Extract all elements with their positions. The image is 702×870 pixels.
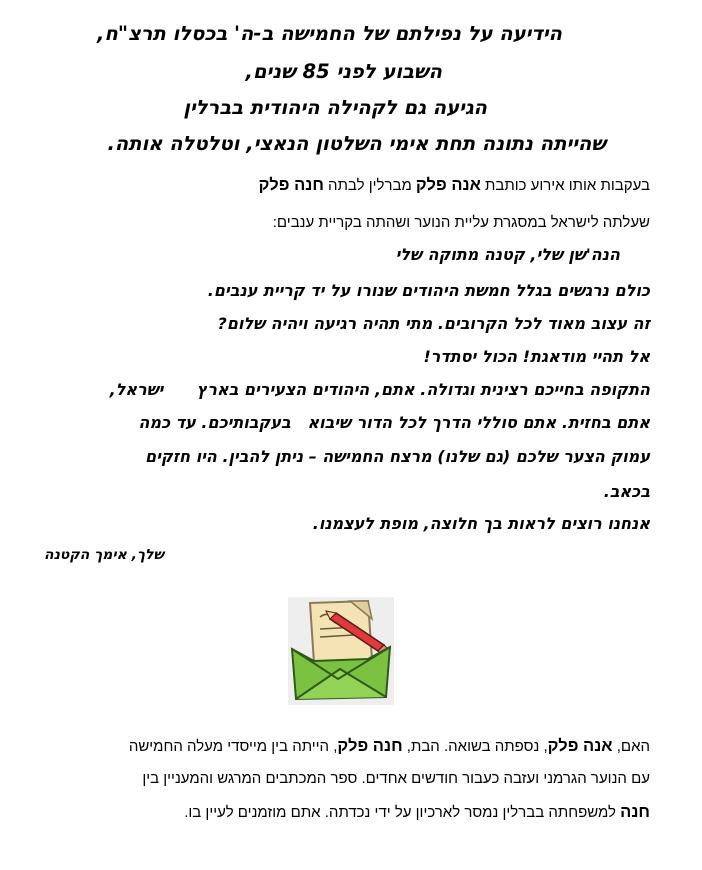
heading-line-3: הגיעה גם לקהילה היהודית בברלין xyxy=(183,96,487,119)
mother-name: אנה פלק xyxy=(415,176,481,194)
letter-line: זה עצוב מאוד לכל הקרובים. מתי תהיה רגיעה ויהיה שלום? xyxy=(217,314,650,333)
footer-line-2: עם הנוער הגרמני ועזבה כעבור חודשים אחדים. ספר המכתבים המרגש והמעניין בין xyxy=(142,770,650,787)
letter-envelope-icon xyxy=(288,597,394,705)
footer-text: , הייתה בין מייסדי מעלה החמישה xyxy=(128,738,338,755)
footer-text: למשפחתה בברלין נמסר לארכיון על ידי נכדתה. אתם מוזמנים לעיין בו. xyxy=(184,804,621,821)
heading-line-2: השבוע לפני 85 שנים, xyxy=(245,60,442,83)
letter-line: אנחנו רוצים לראות בך חלוצה, מופת לעצמנו. xyxy=(312,514,650,533)
letter-line: אל תהיי מודאגת! הכול יסתדר! xyxy=(423,347,650,366)
letter-line: עמוק הצער שלכם (גם שלנו) מרצח החמישה – ניתן להבין. היו חזקים xyxy=(145,447,650,466)
letter-line: בכאב. xyxy=(603,482,650,501)
intro-text: בעקבות אותו אירוע כותבת xyxy=(480,177,650,194)
intro-text: מברלין לבתה xyxy=(323,177,416,194)
letter-line: כולם נרגשים בגלל חמשת היהודים שנורו על יד קריית ענבים. xyxy=(207,281,650,300)
intro-line-2: שעלתה לישראל במסגרת עליית הנוער ושהתה בקריית ענבים: xyxy=(272,214,650,231)
heading-line-4: שהייתה נתונה תחת אימי השלטון הנאצי, וטלטלה אותה. xyxy=(107,132,606,155)
letter-line: אתם בחזית. אתם סוללי הדרך לכל הדור שיבוא בעקבותיכם. עד כמה xyxy=(138,413,650,432)
footer-line-3 xyxy=(184,804,650,821)
daughter-name: חנה xyxy=(620,803,650,821)
footer-text: האם, xyxy=(612,738,650,755)
letter-greeting: הנה'שן שלי, קטנה מתוקה שלי xyxy=(395,245,620,264)
daughter-name: חנה פלק xyxy=(258,176,324,194)
letter-line: התקופה בחייכם רצינית וגדולה. אתם, היהודים הצעירים בארץ ישראל, xyxy=(109,380,650,399)
letter-signature: שלך, אימך הקטנה xyxy=(43,547,164,563)
intro-line-1 xyxy=(259,177,650,194)
mother-name: אנה פלק xyxy=(547,737,613,755)
daughter-name: חנה פלק xyxy=(337,737,403,755)
heading-line-1: הידיעה על נפילתם של החמישה ב-ה' בכסלו תרצ"ח, xyxy=(97,22,562,45)
footer-text: , נספתה בשואה. הבת, xyxy=(402,738,548,755)
footer-line-1 xyxy=(129,738,650,755)
